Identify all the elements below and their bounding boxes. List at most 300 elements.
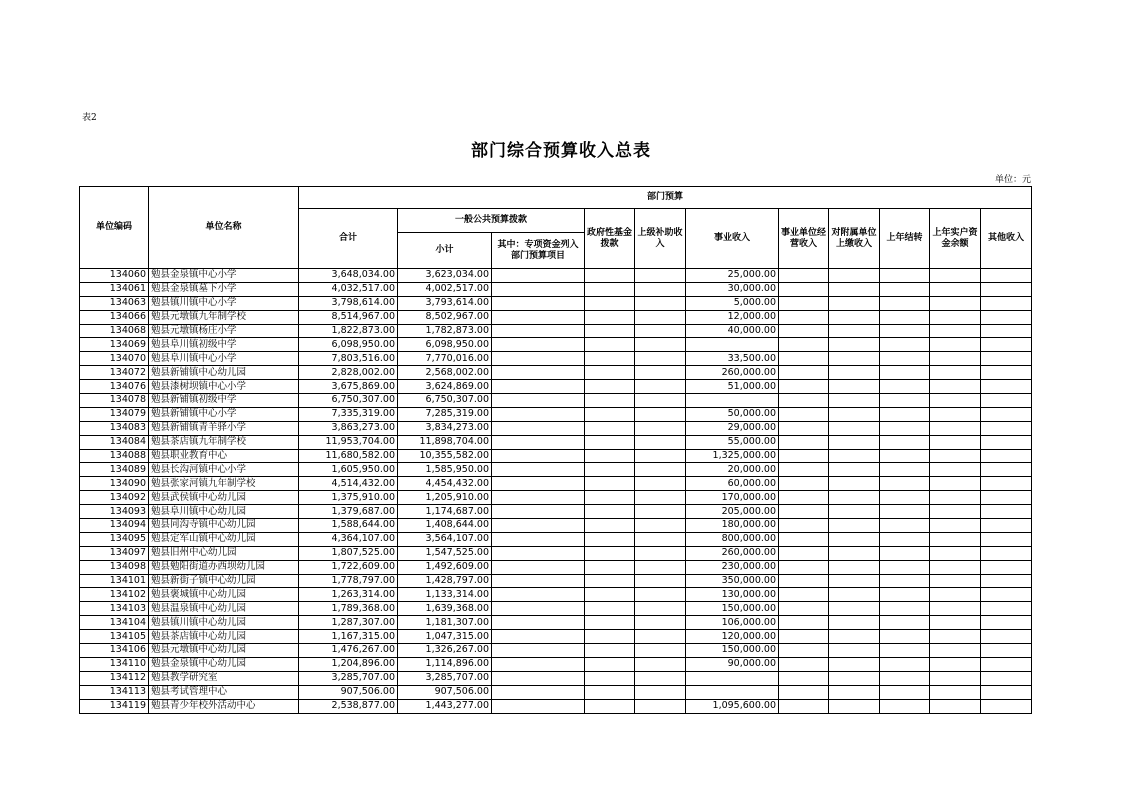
cell-other-income [981,519,1032,533]
cell-superior-subsidy [635,463,686,477]
cell-total: 3,285,707.00 [299,671,398,685]
cell-prior-balance [930,532,981,546]
table-row [80,477,1032,491]
cell-subtotal: 2,568,002.00 [398,366,492,380]
cell-total: 1,204,896.00 [299,657,398,671]
cell-code: 134084 [80,435,149,449]
cell-affiliated-income [829,588,880,602]
cell-business-income [686,394,779,408]
cell-code: 134089 [80,463,149,477]
cell-operating-income [779,380,829,394]
cell-code: 134083 [80,421,149,435]
cell-business-income: 25,000.00 [686,269,779,283]
cell-subtotal: 1,639,368.00 [398,602,492,616]
cell-gov-fund [585,644,635,658]
cell-operating-income [779,338,829,352]
cell-subtotal: 7,285,319.00 [398,407,492,421]
cell-total: 11,953,704.00 [299,435,398,449]
cell-name: 勉县同沟寺镇中心幼儿园 [149,519,299,533]
cell-affiliated-income [829,532,880,546]
cell-business-income: 51,000.00 [686,380,779,394]
cell-carryover [880,630,930,644]
cell-prior-balance [930,602,981,616]
cell-other-income [981,699,1032,713]
cell-superior-subsidy [635,546,686,560]
cell-total: 1,605,950.00 [299,463,398,477]
cell-subtotal: 4,002,517.00 [398,282,492,296]
cell-name: 勉县考试管理中心 [149,685,299,699]
cell-code: 134106 [80,644,149,658]
cell-affiliated-income [829,519,880,533]
cell-special-funds [492,463,585,477]
cell-name: 勉县镇川镇中心幼儿园 [149,616,299,630]
cell-superior-subsidy [635,574,686,588]
cell-total: 3,863,273.00 [299,421,398,435]
table-row [80,546,1032,560]
cell-prior-balance [930,616,981,630]
table-row [80,435,1032,449]
cell-business-income [686,685,779,699]
cell-name: 勉县旧州中心幼儿园 [149,546,299,560]
cell-name: 勉县新铺镇中心小学 [149,407,299,421]
cell-superior-subsidy [635,616,686,630]
cell-prior-balance [930,671,981,685]
cell-special-funds [492,338,585,352]
cell-special-funds [492,671,585,685]
cell-operating-income [779,477,829,491]
cell-operating-income [779,532,829,546]
cell-prior-balance [930,366,981,380]
cell-carryover [880,560,930,574]
table-row [80,282,1032,296]
cell-total: 3,798,614.00 [299,296,398,310]
cell-prior-balance [930,449,981,463]
header-gov-fund: 政府性基金拨款 [585,209,635,269]
cell-superior-subsidy [635,630,686,644]
cell-carryover [880,602,930,616]
cell-other-income [981,407,1032,421]
cell-prior-balance [930,644,981,658]
cell-code: 134105 [80,630,149,644]
cell-carryover [880,282,930,296]
cell-special-funds [492,366,585,380]
cell-affiliated-income [829,505,880,519]
cell-carryover [880,380,930,394]
cell-total: 4,514,432.00 [299,477,398,491]
header-operating-income: 事业单位经营收入 [779,209,829,269]
cell-other-income [981,685,1032,699]
cell-carryover [880,352,930,366]
cell-prior-balance [930,380,981,394]
cell-superior-subsidy [635,602,686,616]
cell-special-funds [492,616,585,630]
cell-operating-income [779,394,829,408]
cell-special-funds [492,657,585,671]
cell-code: 134068 [80,324,149,338]
cell-operating-income [779,421,829,435]
cell-subtotal: 6,750,307.00 [398,394,492,408]
cell-subtotal: 3,623,034.00 [398,269,492,283]
cell-carryover [880,685,930,699]
cell-operating-income [779,699,829,713]
cell-affiliated-income [829,560,880,574]
table-row [80,296,1032,310]
cell-affiliated-income [829,407,880,421]
cell-subtotal: 1,326,267.00 [398,644,492,658]
cell-operating-income [779,282,829,296]
cell-business-income: 33,500.00 [686,352,779,366]
cell-subtotal: 1,585,950.00 [398,463,492,477]
cell-gov-fund [585,296,635,310]
cell-subtotal: 1,443,277.00 [398,699,492,713]
cell-business-income: 150,000.00 [686,644,779,658]
cell-affiliated-income [829,546,880,560]
cell-special-funds [492,421,585,435]
cell-special-funds [492,519,585,533]
cell-gov-fund [585,588,635,602]
cell-special-funds [492,269,585,283]
cell-total: 1,807,525.00 [299,546,398,560]
cell-total: 1,789,368.00 [299,602,398,616]
table-row [80,463,1032,477]
cell-gov-fund [585,269,635,283]
cell-business-income: 350,000.00 [686,574,779,588]
cell-operating-income [779,449,829,463]
cell-special-funds [492,380,585,394]
cell-affiliated-income [829,685,880,699]
cell-affiliated-income [829,366,880,380]
cell-name: 勉县定军山镇中心幼儿园 [149,532,299,546]
cell-affiliated-income [829,477,880,491]
table-row [80,449,1032,463]
cell-superior-subsidy [635,366,686,380]
cell-affiliated-income [829,574,880,588]
cell-other-income [981,338,1032,352]
cell-carryover [880,269,930,283]
cell-gov-fund [585,546,635,560]
table-row [80,657,1032,671]
cell-gov-fund [585,519,635,533]
cell-business-income: 800,000.00 [686,532,779,546]
cell-gov-fund [585,491,635,505]
cell-affiliated-income [829,269,880,283]
cell-superior-subsidy [635,491,686,505]
cell-subtotal: 1,492,609.00 [398,560,492,574]
cell-affiliated-income [829,421,880,435]
cell-subtotal: 1,047,315.00 [398,630,492,644]
cell-total: 4,032,517.00 [299,282,398,296]
cell-business-income: 40,000.00 [686,324,779,338]
cell-total: 7,335,319.00 [299,407,398,421]
cell-affiliated-income [829,449,880,463]
cell-name: 勉县武侯镇中心幼儿园 [149,491,299,505]
cell-other-income [981,630,1032,644]
table-row [80,685,1032,699]
cell-gov-fund [585,352,635,366]
cell-name: 勉县元墩镇中心幼儿园 [149,644,299,658]
cell-carryover [880,657,930,671]
cell-name: 勉县职业教育中心 [149,449,299,463]
cell-subtotal: 6,098,950.00 [398,338,492,352]
cell-gov-fund [585,310,635,324]
cell-affiliated-income [829,282,880,296]
header-general-budget: 一般公共预算拨款 [398,209,585,233]
cell-other-income [981,449,1032,463]
cell-business-income: 30,000.00 [686,282,779,296]
cell-other-income [981,546,1032,560]
cell-superior-subsidy [635,685,686,699]
budget-income-table [79,186,1032,714]
cell-name: 勉县张家河镇九年制学校 [149,477,299,491]
cell-subtotal: 8,502,967.00 [398,310,492,324]
cell-prior-balance [930,421,981,435]
cell-code: 134072 [80,366,149,380]
cell-name: 勉县教学研究室 [149,671,299,685]
cell-business-income [686,338,779,352]
cell-superior-subsidy [635,394,686,408]
cell-other-income [981,644,1032,658]
unit-label: 单位：元 [994,175,1031,185]
cell-operating-income [779,630,829,644]
cell-gov-fund [585,532,635,546]
cell-affiliated-income [829,380,880,394]
cell-operating-income [779,435,829,449]
cell-other-income [981,491,1032,505]
table-row [80,532,1032,546]
cell-total: 1,375,910.00 [299,491,398,505]
cell-name: 勉县长沟河镇中心小学 [149,463,299,477]
cell-other-income [981,352,1032,366]
cell-other-income [981,602,1032,616]
cell-other-income [981,310,1032,324]
cell-total: 1,263,314.00 [299,588,398,602]
cell-prior-balance [930,477,981,491]
cell-carryover [880,463,930,477]
cell-carryover [880,421,930,435]
cell-superior-subsidy [635,310,686,324]
cell-name: 勉县新铺镇青羊驿小学 [149,421,299,435]
cell-subtotal: 10,355,582.00 [398,449,492,463]
cell-subtotal: 4,454,432.00 [398,477,492,491]
cell-business-income: 12,000.00 [686,310,779,324]
table-row [80,269,1032,283]
cell-code: 134094 [80,519,149,533]
cell-superior-subsidy [635,519,686,533]
cell-superior-subsidy [635,657,686,671]
cell-code: 134102 [80,588,149,602]
cell-operating-income [779,407,829,421]
cell-operating-income [779,296,829,310]
cell-name: 勉县元墩镇九年制学校 [149,310,299,324]
cell-name: 勉县新街子镇中心幼儿园 [149,574,299,588]
cell-other-income [981,296,1032,310]
cell-superior-subsidy [635,449,686,463]
cell-code: 134066 [80,310,149,324]
cell-gov-fund [585,449,635,463]
cell-total: 6,098,950.00 [299,338,398,352]
header-special-funds: 其中：专项资金列入部门预算项目 [492,233,585,269]
cell-prior-balance [930,630,981,644]
header-subtotal: 小计 [398,233,492,269]
header-dept-budget: 部门预算 [299,187,1032,209]
header-name: 单位名称 [149,187,299,269]
cell-prior-balance [930,560,981,574]
cell-affiliated-income [829,644,880,658]
cell-affiliated-income [829,338,880,352]
cell-gov-fund [585,477,635,491]
table-number: 表2 [82,113,97,123]
cell-special-funds [492,685,585,699]
cell-total: 7,803,516.00 [299,352,398,366]
cell-special-funds [492,630,585,644]
cell-prior-balance [930,324,981,338]
cell-total: 8,514,967.00 [299,310,398,324]
cell-business-income: 60,000.00 [686,477,779,491]
cell-other-income [981,616,1032,630]
cell-operating-income [779,546,829,560]
cell-operating-income [779,602,829,616]
cell-carryover [880,366,930,380]
table-row [80,421,1032,435]
cell-code: 134093 [80,505,149,519]
table-row [80,366,1032,380]
cell-superior-subsidy [635,269,686,283]
cell-gov-fund [585,282,635,296]
cell-total: 1,588,644.00 [299,519,398,533]
cell-superior-subsidy [635,532,686,546]
cell-carryover [880,546,930,560]
cell-total: 1,778,797.00 [299,574,398,588]
cell-gov-fund [585,657,635,671]
table-row [80,338,1032,352]
cell-special-funds [492,602,585,616]
cell-gov-fund [585,602,635,616]
cell-gov-fund [585,505,635,519]
table-row [80,671,1032,685]
cell-affiliated-income [829,630,880,644]
cell-prior-balance [930,435,981,449]
cell-gov-fund [585,616,635,630]
cell-subtotal: 1,547,525.00 [398,546,492,560]
cell-other-income [981,324,1032,338]
cell-name: 勉县元墩镇杨庄小学 [149,324,299,338]
cell-business-income: 120,000.00 [686,630,779,644]
cell-operating-income [779,366,829,380]
cell-business-income: 260,000.00 [686,366,779,380]
cell-total: 1,379,687.00 [299,505,398,519]
cell-name: 勉县金泉镇中心小学 [149,269,299,283]
cell-code: 134103 [80,602,149,616]
cell-code: 134060 [80,269,149,283]
cell-name: 勉县阜川镇中心小学 [149,352,299,366]
cell-superior-subsidy [635,282,686,296]
page-title: 部门综合预算收入总表 [471,141,651,161]
cell-prior-balance [930,491,981,505]
table-row [80,630,1032,644]
cell-business-income: 1,095,600.00 [686,699,779,713]
cell-prior-balance [930,505,981,519]
cell-carryover [880,394,930,408]
cell-operating-income [779,310,829,324]
header-business-income: 事业收入 [686,209,779,269]
cell-superior-subsidy [635,338,686,352]
cell-other-income [981,463,1032,477]
cell-name: 勉县阜川镇中心幼儿园 [149,505,299,519]
cell-superior-subsidy [635,477,686,491]
cell-operating-income [779,685,829,699]
cell-affiliated-income [829,616,880,630]
cell-prior-balance [930,310,981,324]
cell-carryover [880,588,930,602]
cell-gov-fund [585,630,635,644]
cell-gov-fund [585,671,635,685]
table-row [80,380,1032,394]
cell-subtotal: 907,506.00 [398,685,492,699]
cell-special-funds [492,324,585,338]
cell-business-income: 5,000.00 [686,296,779,310]
cell-special-funds [492,477,585,491]
cell-superior-subsidy [635,380,686,394]
cell-other-income [981,574,1032,588]
cell-name: 勉县勉阳街道办西坝幼儿园 [149,560,299,574]
cell-business-income: 150,000.00 [686,602,779,616]
cell-prior-balance [930,699,981,713]
cell-special-funds [492,296,585,310]
cell-carryover [880,491,930,505]
cell-carryover [880,435,930,449]
cell-superior-subsidy [635,644,686,658]
cell-code: 134061 [80,282,149,296]
cell-total: 11,680,582.00 [299,449,398,463]
cell-gov-fund [585,685,635,699]
cell-affiliated-income [829,296,880,310]
cell-operating-income [779,588,829,602]
cell-carryover [880,338,930,352]
cell-superior-subsidy [635,407,686,421]
cell-code: 134092 [80,491,149,505]
cell-operating-income [779,560,829,574]
cell-affiliated-income [829,394,880,408]
cell-carryover [880,532,930,546]
cell-subtotal: 1,408,644.00 [398,519,492,533]
cell-operating-income [779,463,829,477]
cell-gov-fund [585,574,635,588]
cell-carryover [880,671,930,685]
cell-gov-fund [585,366,635,380]
cell-name: 勉县温泉镇中心幼儿园 [149,602,299,616]
table-row [80,588,1032,602]
cell-operating-income [779,519,829,533]
cell-prior-balance [930,338,981,352]
cell-subtotal: 1,174,687.00 [398,505,492,519]
cell-carryover [880,407,930,421]
cell-total: 1,167,315.00 [299,630,398,644]
cell-superior-subsidy [635,324,686,338]
cell-superior-subsidy [635,560,686,574]
cell-prior-balance [930,574,981,588]
cell-total: 4,364,107.00 [299,532,398,546]
cell-code: 134070 [80,352,149,366]
cell-gov-fund [585,421,635,435]
table-row [80,699,1032,713]
cell-superior-subsidy [635,435,686,449]
cell-prior-balance [930,296,981,310]
cell-subtotal: 1,205,910.00 [398,491,492,505]
cell-business-income: 50,000.00 [686,407,779,421]
cell-operating-income [779,574,829,588]
cell-business-income: 230,000.00 [686,560,779,574]
cell-carryover [880,574,930,588]
